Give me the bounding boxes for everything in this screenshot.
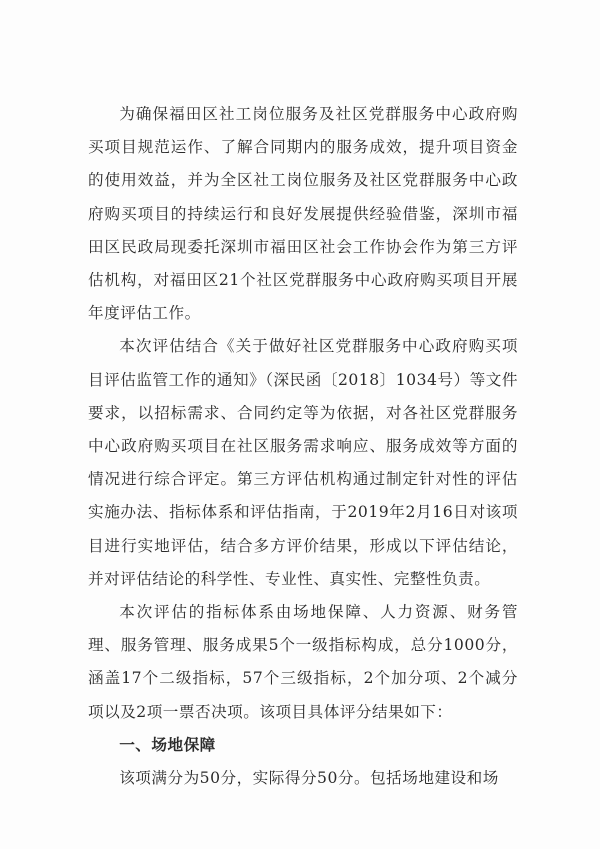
venue-score-paragraph: 该项满分为50分，实际得分50分。包括场地建设和场 — [119, 769, 499, 788]
indicator-system-paragraph: 本次评估的指标体系由场地保障、人力资源、财务管理、服务管理、服务成果5个一级指标构成，总分1000分，涵盖17个二级指标，57个三级指标，2个加分项、2个减分项以及2项一票否决项。该项目具体评分结果如下： — [88, 603, 518, 721]
document-body — [88, 98, 518, 795]
intro-paragraph: 为确保福田区社工岗位服务及社区党群服务中心政府购买项目规范运作、了解合同期内的服务成效，提升项目资金的使用效益，并为全区社工岗位服务及社区党群服务中心政府购买项目的持续运行和良好发展提供经验借鉴，深圳市福田区民政局现委托深圳市福田区社会工作协会作为第三方评估机构，对福田区21个社区党群服务中心政府购买项目开展年度评估工作。 — [88, 105, 518, 323]
evaluation-basis-paragraph: 本次评估结合《关于做好社区党群服务中心政府购买项目评估监管工作的通知》（深民函〔2018〕1034号）等文件要求，以招标需求、合同约定等为依据，对各社区党群服务中心政府购买项目在社区服务需求响应、服务成效等方面的情况进行综合评定。第三方评估机构通过制定针对性的评估实施办法、指标体系和评估指南，于2019年2月16日对该项目进行实地评估，结合多方评价结果，形成以下评估结论，并对评估结论的科学性、专业性、真实性、完整性负责。 — [88, 337, 518, 588]
section-heading-venue: 一、场地保障 — [119, 735, 216, 754]
